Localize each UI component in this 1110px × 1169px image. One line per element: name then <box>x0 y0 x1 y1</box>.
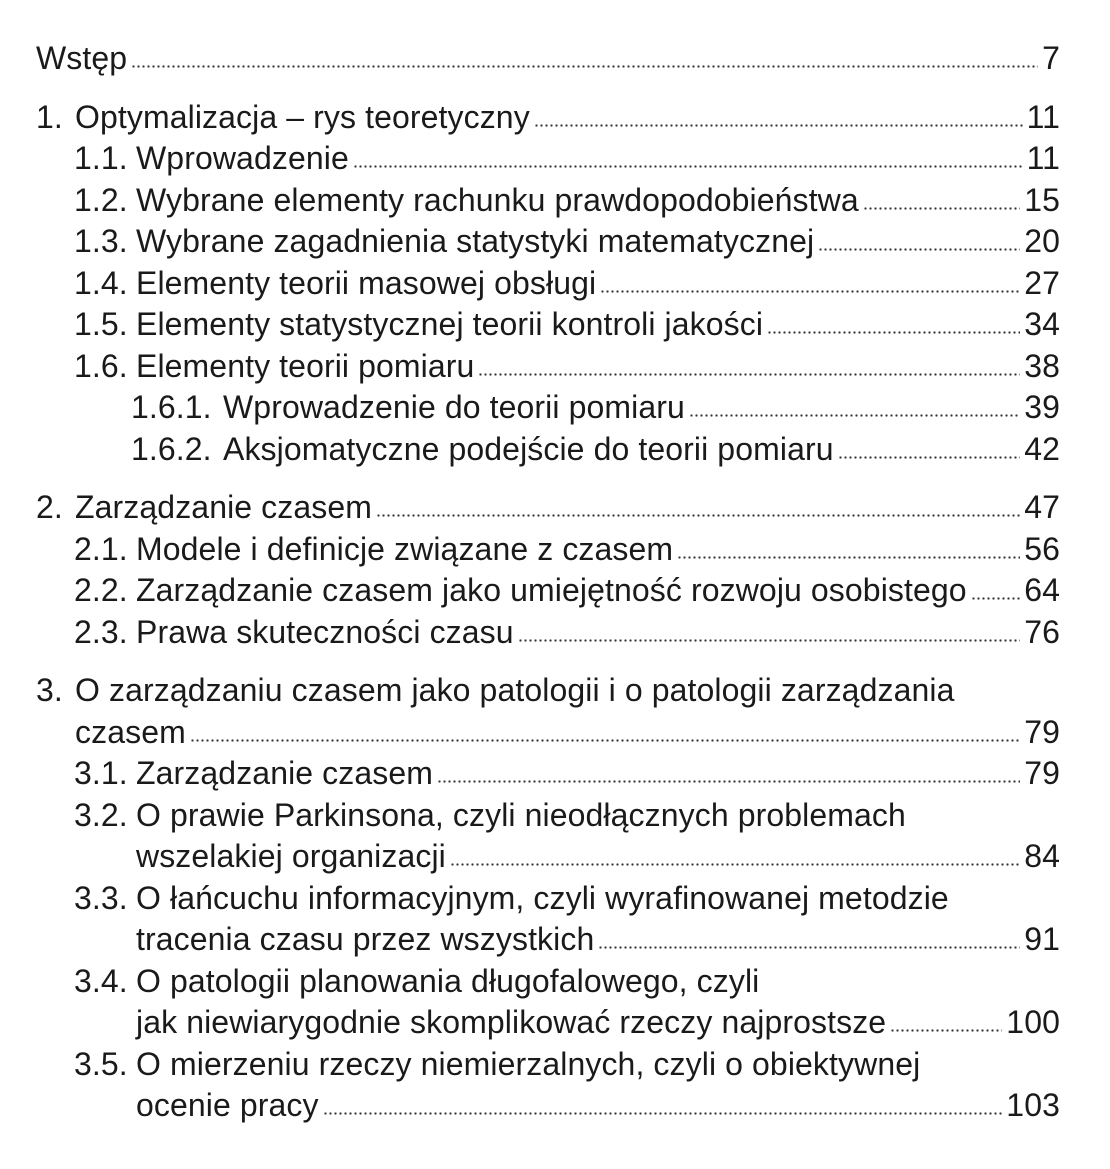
toc-entry-page: 79 <box>1024 713 1060 750</box>
toc-entry-title: Elementy teorii pomiaru <box>136 347 475 384</box>
toc-section-1-1[interactable] <box>36 138 1060 180</box>
dot-leader <box>677 556 1020 559</box>
dot-leader <box>353 165 1023 168</box>
toc-entry-title-line1: O patologii planowania długofalowego, czyli <box>136 962 760 999</box>
toc-entry-number: 3. <box>36 672 63 708</box>
toc-entry-title: Wprowadzenie do teorii pomiaru <box>223 389 685 425</box>
dot-leader <box>323 1112 1003 1115</box>
toc-entry-title: Zarządzanie czasem <box>136 755 434 791</box>
toc-section-3-5[interactable] <box>36 1044 1060 1127</box>
toc-entry-number: 1.3. <box>74 223 128 259</box>
toc-entry-page: 7 <box>1042 40 1060 76</box>
toc-entry-page: 100 <box>1006 1004 1060 1040</box>
toc-entry-number: 1.6.2. <box>131 430 212 467</box>
toc-entry-number: 3.4. <box>74 962 128 999</box>
toc-entry-number: 1.6.1. <box>131 389 212 425</box>
toc-entry-title: Wprowadzenie <box>136 140 349 176</box>
toc-entry-title-line1: O zarządzaniu czasem jako patologii i o patologii zarządzania <box>75 672 955 708</box>
toc-entry-page: 42 <box>1024 430 1060 467</box>
toc-section-3-4[interactable] <box>36 961 1060 1044</box>
toc-entry-page: 76 <box>1024 613 1060 650</box>
toc-chapter-3[interactable] <box>36 670 1060 753</box>
toc-entry-number: 3.2. <box>74 796 128 833</box>
toc-section-1-5[interactable] <box>36 304 1060 346</box>
dot-leader <box>600 290 1020 293</box>
toc-subsection-1-6-1[interactable] <box>36 387 1060 429</box>
toc-entry-number: 1.4. <box>74 264 128 301</box>
toc-section-3-3[interactable] <box>36 878 1060 961</box>
dot-leader <box>838 456 1021 459</box>
dot-leader <box>190 739 1020 742</box>
toc-entry-number: 2. <box>36 489 63 525</box>
dot-leader <box>437 780 1020 783</box>
toc-section-1-6[interactable] <box>36 346 1060 388</box>
toc-entry-title-line2: wszelakiej organizacji <box>136 838 446 874</box>
toc-entry-title: Elementy teorii masowej obsługi <box>136 264 597 301</box>
toc-section-1-4[interactable] <box>36 263 1060 305</box>
toc-entry-wstep[interactable] <box>36 38 1060 80</box>
toc-entry-title: Zarządzanie czasem <box>75 489 373 525</box>
toc-entry-page: 64 <box>1024 572 1060 608</box>
toc-entry-page: 38 <box>1024 347 1060 384</box>
toc-entry-number: 3.5. <box>74 1045 128 1082</box>
toc-entry-title-line2: jak niewiarygodnie skomplikować rzeczy najprostsze <box>136 1004 887 1040</box>
toc-entry-page: 20 <box>1024 223 1060 259</box>
toc-entry-page: 79 <box>1024 755 1060 791</box>
dot-leader <box>818 248 1020 251</box>
toc-chapter-2[interactable] <box>36 487 1060 529</box>
toc-entry-number: 2.1. <box>74 530 128 567</box>
toc-entry-title: Modele i definicje związane z czasem <box>136 530 674 567</box>
toc-section-3-1[interactable] <box>36 753 1060 795</box>
toc-entry-number: 3.1. <box>74 755 128 791</box>
toc-entry-title: Optymalizacja – rys teoretyczny <box>75 98 530 135</box>
toc-subsection-1-6-2[interactable] <box>36 429 1060 471</box>
toc-entry-number: 2.2. <box>74 572 128 608</box>
toc-entry-title-line1: O łańcuchu informacyjnym, czyli wyrafinowanej metodzie <box>136 879 949 916</box>
toc-entry-title: Wstęp <box>36 40 128 76</box>
dot-leader <box>518 639 1021 642</box>
toc-entry-page: 11 <box>1026 140 1060 176</box>
toc-section-1-3[interactable] <box>36 221 1060 263</box>
toc-entry-number: 2.3. <box>74 613 128 650</box>
toc-entry-title: Wybrane zagadnienia statystyki matematycznej <box>136 223 815 259</box>
toc-entry-number: 1.6. <box>74 347 128 384</box>
dot-leader <box>598 946 1020 949</box>
dot-leader <box>890 1029 1002 1032</box>
toc-entry-page: 91 <box>1024 921 1060 957</box>
toc-entry-title: Aksjomatyczne podejście do teorii pomiaru <box>223 430 834 467</box>
toc-entry-page: 103 <box>1006 1087 1060 1123</box>
toc-section-3-2[interactable] <box>36 795 1060 878</box>
toc-entry-number: 1. <box>36 98 63 135</box>
toc-entry-page: 15 <box>1024 181 1060 218</box>
toc-entry-number: 1.5. <box>74 306 128 342</box>
toc-entry-page: 11 <box>1026 98 1060 135</box>
toc-entry-title-line1: O prawie Parkinsona, czyli nieodłącznych problemach <box>136 796 906 833</box>
toc-entry-title-line2: czasem <box>75 713 186 750</box>
toc-entry-page: 47 <box>1024 489 1060 525</box>
table-of-contents <box>36 38 1060 1127</box>
dot-leader <box>478 373 1020 376</box>
toc-entry-page: 56 <box>1024 530 1060 567</box>
toc-entry-number: 1.1. <box>74 140 128 176</box>
toc-chapter-1[interactable] <box>36 97 1060 139</box>
dot-leader <box>971 597 1021 600</box>
toc-entry-title: Zarządzanie czasem jako umiejętność rozwoju osobistego <box>136 572 967 608</box>
toc-section-2-3[interactable] <box>36 612 1060 654</box>
dot-leader <box>450 863 1020 866</box>
dot-leader <box>534 124 1023 127</box>
toc-entry-page: 84 <box>1024 838 1060 874</box>
toc-entry-title: Prawa skuteczności czasu <box>136 613 514 650</box>
dot-leader <box>376 514 1020 517</box>
toc-entry-title-line2: ocenie pracy <box>136 1087 319 1123</box>
toc-entry-number: 3.3. <box>74 879 128 916</box>
toc-section-2-1[interactable] <box>36 529 1060 571</box>
toc-entry-title: Elementy statystycznej teorii kontroli jakości <box>136 306 764 342</box>
dot-leader <box>689 414 1020 417</box>
toc-entry-page: 34 <box>1024 306 1060 342</box>
toc-entry-title-line1: O mierzeniu rzeczy niemierzalnych, czyli o obiektywnej <box>136 1045 921 1082</box>
dot-leader <box>863 207 1020 210</box>
dot-leader <box>767 331 1020 334</box>
toc-entry-title-line2: tracenia czasu przez wszystkich <box>136 921 595 957</box>
toc-entry-page: 39 <box>1024 389 1060 425</box>
toc-entry-number: 1.2. <box>74 181 128 218</box>
toc-entry-page: 27 <box>1024 264 1060 301</box>
dot-leader <box>131 65 1038 68</box>
toc-section-2-2[interactable] <box>36 570 1060 612</box>
toc-section-1-2[interactable] <box>36 180 1060 222</box>
toc-entry-title: Wybrane elementy rachunku prawdopodobieństwa <box>136 181 859 218</box>
